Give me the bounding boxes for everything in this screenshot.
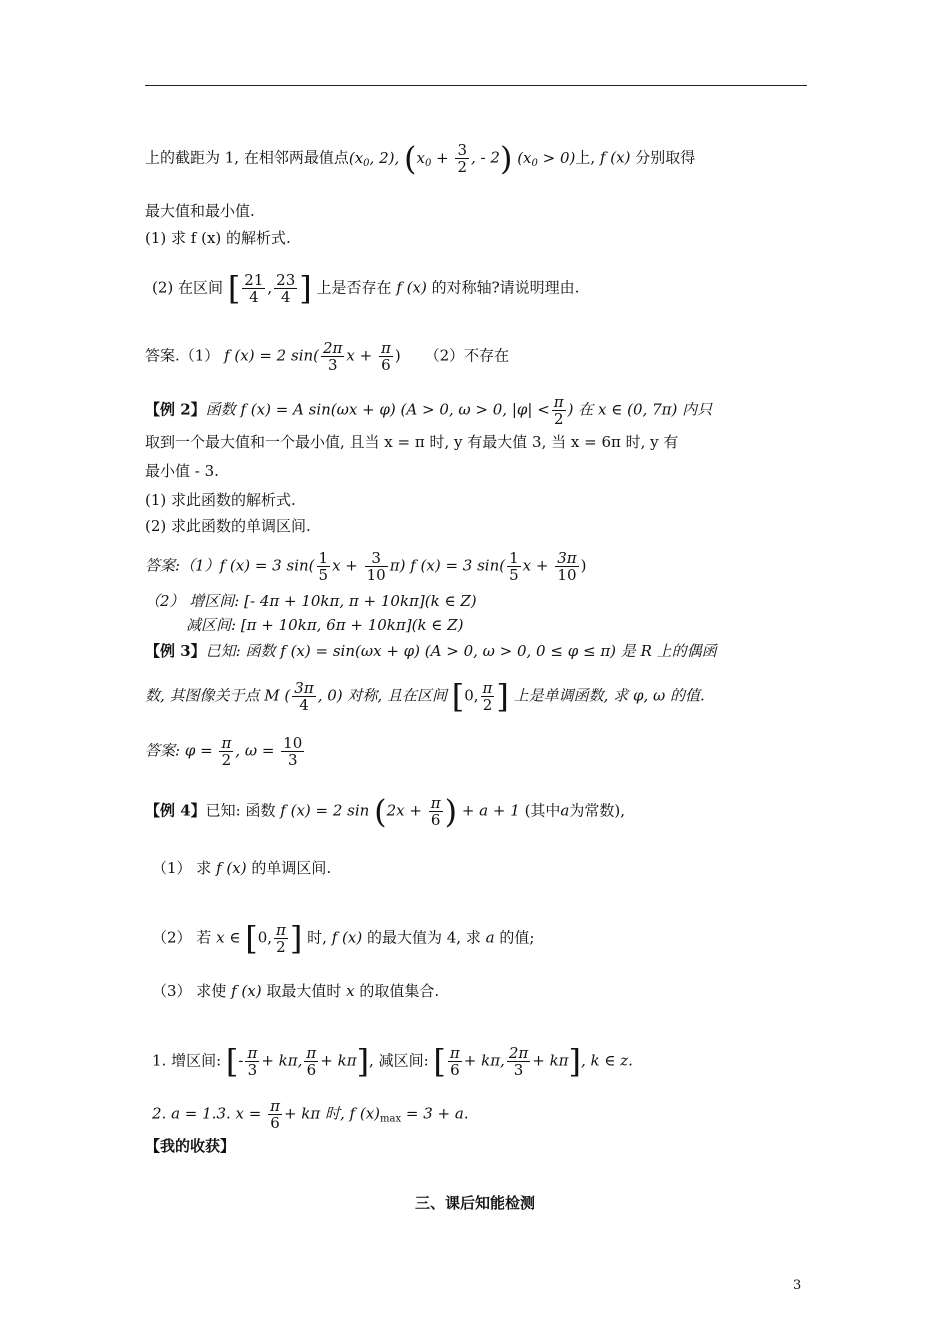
text: (x <box>348 148 364 167</box>
text: f (x) = 2 sin <box>280 801 370 820</box>
question-2: (2) 在区间 [ $\frac{21}{4}$ , $\frac{23}{4}$ ] 上是否存在 f (x) 的对称轴?请说明理由. <box>152 269 580 308</box>
fraction: $\frac{2\pi}{3}$ <box>323 339 343 374</box>
text: 已知: 函数 f (x) = sin(ωx + φ) (A > 0, ω > 0, 0 ≤ φ ≤ π) 是 R 上的偶函 <box>205 642 717 660</box>
text: (x <box>517 148 532 167</box>
text: 函数 f (x) = A sin(ωx + φ) (A > 0, ω > 0, |φ| < <box>205 400 550 419</box>
text: x <box>346 982 355 1000</box>
intro-line-1: 上的截距为 1, 在相邻两最值点($x_0$, 2), ($x_0$ + $\frac{3}{2}$ , - 2) $(x_0 > 0)$上, f (x) 分别取得 <box>145 139 696 178</box>
my-harvest-heading: 【我的收获】 <box>145 1137 236 1155</box>
text: 的最大值为 4, 求 <box>366 928 481 947</box>
fraction: $\frac{\pi}{2}$ <box>221 734 232 769</box>
example-2-question-2: (2) 求此函数的单调区间. <box>145 517 311 535</box>
text: 的单调区间. <box>251 859 332 877</box>
text: 的对称轴?请说明理由. <box>431 278 580 297</box>
text: 2x + <box>386 801 427 820</box>
text: 答案:（1）f (x) = 3 sin( <box>145 556 315 575</box>
text: ) 在 x ∈ (0, 7π) 内只 <box>567 400 713 419</box>
text: > 0) <box>537 148 576 167</box>
text: (2) 在区间 <box>152 278 224 297</box>
intro-answer <box>145 340 509 373</box>
text: 答案: φ = <box>145 741 218 760</box>
text: x + <box>522 556 554 575</box>
fraction: $\frac{\pi}{2}$ <box>553 393 564 428</box>
example-2-line-2: 取到一个最大值和一个最小值, 且当 x = π 时, y 有最大值 3, 当 x = 6π 时, y 有 <box>145 433 679 451</box>
text: 上是单调函数, 求 φ, ω 的值. <box>513 686 705 705</box>
fraction: $\frac{3}{10}$ <box>366 549 386 584</box>
text: （1） 求 <box>152 859 212 877</box>
example-2-line-1 <box>145 394 712 427</box>
text: - <box>238 1051 244 1070</box>
example-2-answer-2: （2） 增区间: [- 4π + 10kπ, π + 10kπ](k ∈ Z) <box>145 592 477 610</box>
text: + kπ, <box>261 1051 303 1070</box>
text: f (x) <box>331 928 363 947</box>
example-title: 【例 2】 <box>145 400 206 419</box>
example-4-solution-2 <box>152 1098 469 1131</box>
example-4-solution-1: 1. 增区间: [- $\frac{\pi}{3}$ + kπ, $\frac{\pi}{6}$ + kπ], 减区间: [ $\frac{\pi}{6}$ + kπ, $\frac{2\pi}{3}$ + kπ], k ∈ z. <box>152 1042 633 1081</box>
text: + kπ 时, f (x) <box>283 1104 381 1123</box>
example-4-question-3 <box>152 980 439 1002</box>
text: + kπ <box>320 1051 357 1070</box>
fraction: $\frac{\pi}{2}$ <box>276 921 286 956</box>
text: 0 <box>424 157 432 169</box>
example-2-answer-1 <box>145 550 587 583</box>
fraction: $\frac{3\pi}{10}$ <box>557 549 577 584</box>
text: + kπ, <box>463 1051 505 1070</box>
example-3-line-1 <box>145 640 717 662</box>
text: x ∈ <box>216 928 241 947</box>
fraction: $\frac{3}{2}$ <box>457 141 468 176</box>
text: （2）不存在 <box>424 346 510 365</box>
text: (其中 <box>524 801 561 820</box>
text: a <box>485 928 495 947</box>
text: max <box>380 1113 402 1125</box>
text: , ω = <box>235 741 280 760</box>
text: 上的截距为 1, 在相邻两最值点 <box>145 148 349 167</box>
text: 上, <box>575 148 600 167</box>
example-4-line-1: 【例 4】已知: 函数 f (x) = 2 sin (2x + $\frac{\pi}{6}$ ) + a + 1 (其中a为常数), <box>145 792 625 831</box>
text: 为常数), <box>569 801 625 820</box>
fraction: $\frac{2\pi}{3}$ <box>508 1044 529 1079</box>
text: a <box>560 801 570 820</box>
text: , 减区间: <box>369 1051 429 1070</box>
text: 答案.（1） <box>145 346 220 365</box>
fraction: $\frac{1}{5}$ <box>509 549 519 584</box>
text: （3） 求使 <box>152 982 227 1000</box>
question-1: (1) 求 f (x) 的解析式. <box>145 229 291 247</box>
example-3-line-2: 数, 其图像关于点 M ( $\frac{3\pi}{4}$ , 0) 对称, 且在区间 [0, $\frac{\pi}{2}$ ] 上是单调函数, 求 φ, ω 的值. <box>145 677 705 716</box>
header-rule <box>145 85 807 86</box>
fraction: $\frac{\pi}{6}$ <box>270 1097 280 1132</box>
fraction: $\frac{\pi}{6}$ <box>430 794 441 829</box>
text: 的值; <box>499 928 535 947</box>
text: 2. a = 1.3. x = <box>152 1104 267 1123</box>
text: f (x) <box>231 982 262 1000</box>
text: 取最大值时 <box>266 982 342 1000</box>
text: 已知: 函数 <box>205 801 276 820</box>
text: f (x) <box>599 148 631 167</box>
text: f (x) <box>216 859 247 877</box>
text: + <box>431 148 454 167</box>
example-4-question-2: （2） 若 x ∈ [0, $\frac{\pi}{2}$ ] 时, f (x) 的最大值为 4, 求 a 的值; <box>152 919 535 958</box>
text: ) <box>394 346 401 365</box>
example-3-answer <box>145 735 306 768</box>
text: π) f (x) = 3 sin( <box>389 556 506 575</box>
fraction: $\frac{23}{4}$ <box>276 271 296 306</box>
text: 数, 其图像关于点 M ( <box>145 686 291 705</box>
text: 1. 增区间: <box>152 1051 222 1070</box>
example-4-question-1 <box>152 857 331 879</box>
text: x + <box>346 346 377 365</box>
text: 分别取得 <box>630 148 696 167</box>
example-title: 【例 3】 <box>145 642 206 660</box>
fraction: $\frac{21}{4}$ <box>244 271 264 306</box>
text: f (x) = 2 sin( <box>224 346 320 365</box>
text: , 0) 对称, 且在区间 <box>317 686 447 705</box>
fraction: $\frac{\pi}{3}$ <box>247 1044 258 1079</box>
page-number: 3 <box>793 1278 802 1293</box>
text: 0, <box>257 928 273 947</box>
text: 0 <box>363 157 370 169</box>
section-heading: 三、课后知能检测 <box>414 1194 535 1212</box>
example-2-question-1: (1) 求此函数的解析式. <box>145 491 296 509</box>
fraction: $\frac{\pi}{6}$ <box>449 1044 460 1079</box>
text: ) <box>580 556 587 575</box>
text: f (x) <box>396 278 427 297</box>
text: 0 <box>531 157 538 169</box>
text: 0, <box>464 686 479 705</box>
text: （2） 若 <box>152 928 212 947</box>
example-title: 【例 4】 <box>145 801 206 820</box>
fraction: $\frac{\pi}{6}$ <box>381 339 391 374</box>
text: , - 2 <box>471 148 500 167</box>
text: , k ∈ z. <box>581 1051 633 1070</box>
text: 的取值集合. <box>359 982 440 1000</box>
fraction: $\frac{1}{5}$ <box>318 549 329 584</box>
text: x + <box>332 556 363 575</box>
text: , 2), <box>369 148 400 167</box>
text: x <box>416 148 425 167</box>
fraction: $\frac{3\pi}{4}$ <box>294 679 314 714</box>
text: = 3 + a. <box>405 1104 469 1123</box>
fraction: $\frac{\pi}{2}$ <box>482 679 493 714</box>
text: 时, <box>307 928 327 947</box>
text: + a + 1 <box>461 801 520 820</box>
text: 上是否存在 <box>316 278 392 297</box>
example-2-answer-3: 减区间: [π + 10kπ, 6π + 10kπ](k ∈ Z) <box>186 616 464 634</box>
fraction: $\frac{\pi}{6}$ <box>306 1044 317 1079</box>
fraction: $\frac{10}{3}$ <box>283 734 303 769</box>
intro-line-2: 最大值和最小值. <box>145 202 255 220</box>
text: + kπ <box>532 1051 569 1070</box>
example-2-line-3: 最小值 - 3. <box>145 462 219 480</box>
